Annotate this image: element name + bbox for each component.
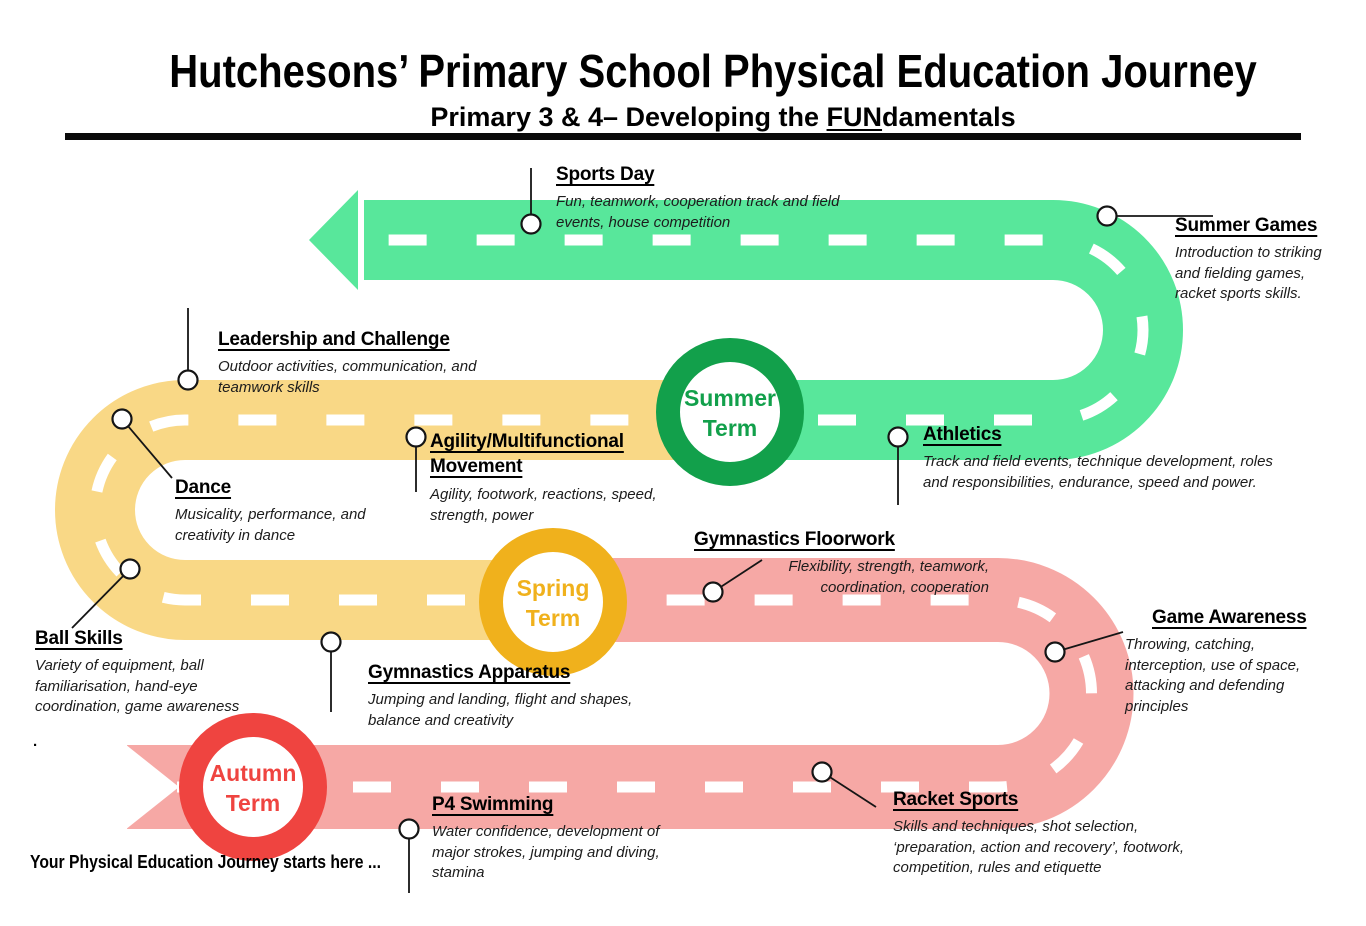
activity-title: Racket Sports xyxy=(893,789,1019,810)
activity-desc: Outdoor activities, communication, and teamwork skills xyxy=(218,358,477,396)
callout-dot-ball-skills xyxy=(121,560,140,579)
activity-gymnastics-apparatus xyxy=(368,662,658,731)
spring-ring-icon xyxy=(491,540,615,664)
callout-dot-p4-swimming xyxy=(400,820,419,839)
callout-dot-summer-games xyxy=(1098,207,1117,226)
activity-title: Summer Games xyxy=(1175,215,1318,236)
activity-title: Sports Day xyxy=(556,164,655,185)
callout-dot-game-awareness xyxy=(1046,643,1065,662)
callout-dot-racket-sports xyxy=(813,763,832,782)
callout-dot-athletics xyxy=(889,428,908,447)
activity-desc: Water confidence, development of major strokes, jumping and diving, stamina xyxy=(432,823,660,882)
activity-title: Leadership and Challenge xyxy=(218,329,450,350)
spring-term-label-line2: Term xyxy=(525,605,581,631)
callout-dot-leadership xyxy=(179,371,198,390)
summer-term-label-line1: Summer xyxy=(683,385,777,411)
activity-desc: Skills and techniques, shot selection, ‘preparation, action and recovery’, footwork, competition, rules and etiquette xyxy=(893,818,1184,877)
stray-period: . xyxy=(33,733,38,750)
journey-start-note: Your Physical Education Journey starts here ... xyxy=(30,851,382,872)
activity-p4-swimming xyxy=(432,794,682,884)
activity-desc: Musicality, performance, and creativity in dance xyxy=(175,506,366,544)
activity-title: Gymnastics Apparatus xyxy=(368,662,571,683)
activity-title: Athletics xyxy=(923,424,1002,445)
autumn-term-label-line1: Autumn xyxy=(209,760,297,786)
term-circle-autumn xyxy=(191,725,315,849)
subtitle-suffix: damentals xyxy=(882,102,1016,132)
term-circle-spring xyxy=(491,540,615,664)
activity-title: P4 Swimming xyxy=(432,794,554,815)
activity-sports-day xyxy=(556,164,866,233)
activity-desc: Fun, teamwork, cooperation track and field events, house competition xyxy=(556,193,840,231)
subtitle-fun: FUN xyxy=(826,102,883,132)
page-title: Hutchesons’ Primary School Physical Education Journey xyxy=(169,45,1257,97)
arrow-left-icon xyxy=(309,190,358,290)
activity-title: Agility/Multifunctional Movement xyxy=(430,431,624,477)
activity-title: Dance xyxy=(175,477,232,498)
autumn-term-label-line2: Term xyxy=(225,790,281,816)
activity-desc: Flexibility, strength, teamwork, coordination, cooperation xyxy=(788,558,989,596)
activity-title: Gymnastics Floorwork xyxy=(694,529,895,550)
activity-desc: Throwing, catching, interception, use of space, attacking and defending principles xyxy=(1125,636,1301,716)
spring-term-label-line1: Spring xyxy=(516,575,590,601)
activity-desc: Agility, footwork, reactions, speed, strength, power xyxy=(430,486,657,525)
subtitle-prefix: Primary 3 & 4– Developing the xyxy=(430,102,827,132)
activity-dance xyxy=(175,477,380,546)
activity-leadership-and-challenge xyxy=(218,329,503,398)
activity-desc: Variety of equipment, ball familiarisation, hand-eye coordination, game awareness xyxy=(35,657,240,716)
summer-term-label-line2: Term xyxy=(702,415,758,441)
activity-title: Game Awareness xyxy=(1152,607,1307,628)
activity-title: Ball Skills xyxy=(35,628,123,649)
activity-agility-multifunctional-movement xyxy=(430,430,695,527)
activity-desc: Introduction to striking and fielding games, racket sports skills. xyxy=(1175,244,1322,303)
callout-dot-sports-day xyxy=(522,215,541,234)
autumn-ring-icon xyxy=(191,725,315,849)
activity-gymnastics-floorwork xyxy=(694,529,994,598)
callout-dot-dance xyxy=(113,410,132,429)
activity-desc: Jumping and landing, flight and shapes, balance and creativity xyxy=(368,691,633,729)
activity-athletics xyxy=(923,424,1298,493)
activity-summer-games xyxy=(1175,215,1330,305)
callout-dot-gym-apparatus xyxy=(322,633,341,652)
activity-racket-sports xyxy=(893,789,1198,879)
activity-ball-skills xyxy=(35,628,255,718)
callout-dot-agility xyxy=(407,428,426,447)
activity-desc: Track and field events, technique development, roles and responsibilities, endurance, speed and power. xyxy=(923,453,1273,491)
activity-game-awareness xyxy=(1125,607,1325,718)
